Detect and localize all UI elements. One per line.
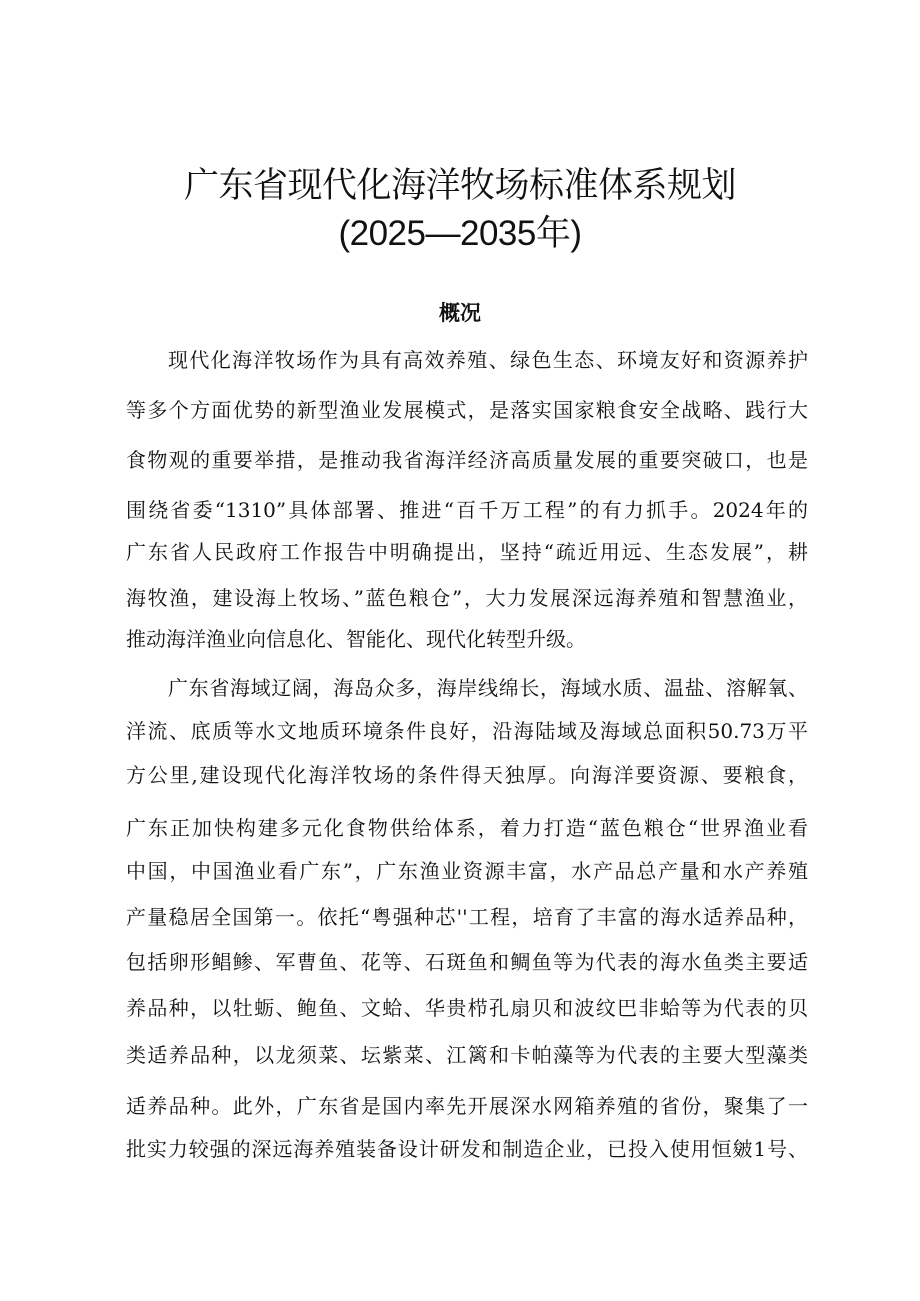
paragraph-line: 海牧渔，建设海上牧场、”蓝色粮仓”，大力发展深远海养殖和智慧渔业， [126,586,808,610]
paragraph-line: 广东省海域辽阔，海岛众多，海岸线绵长，海域水质、温盐、溶解氧、 [168,676,808,700]
paragraph-line: 包括卵形鲳鲹、军曹鱼、花等、石斑鱼和鲷鱼等为代表的海水鱼类主要适 [126,950,808,974]
section-heading-overview: 概况 [439,301,481,325]
paragraph-line: 围绕省委“1310”具体部署、推进“百千万工程”的有力抓手。2024年的 [126,498,808,522]
paragraph-line: 广东省人民政府工作报告中明确提出，坚持“疏近用远、生态发展”，耕 [126,540,808,564]
paragraph-line: 养品种，以牡蛎、鲍鱼、文蛤、华贵栉孔扇贝和波纹巴非蛤等为代表的贝 [126,996,808,1020]
paragraph-line: 方公里,建设现代化海洋牧场的条件得天独厚。向海洋要资源、要粮食， [126,763,808,787]
paragraph-line: 批实力较强的深远海养殖装备设计研发和制造企业，已投入使用恒皴1号、 [126,1137,808,1161]
paragraph-line: 产量稳居全国第一。依托“粤强种芯''工程，培育了丰富的海水适养品种， [126,905,808,929]
paragraph-line: 现代化海洋牧场作为具有高效养殖、绿色生态、环境友好和资源养护 [168,348,808,372]
paragraph-line: 洋流、底质等水文地质环境条件良好，沿海陆域及海域总面积50.73万平 [126,719,808,743]
document-title-line-2: (2025—2035年) [338,214,582,253]
paragraph-line: 食物观的重要举措，是推动我省海洋经济高质量发展的重要突破口，也是 [126,448,808,472]
paragraph-line: 中国，中国渔业看广东”，广东渔业资源丰富，水产品总产量和水产养殖 [126,859,808,883]
document-title-line-1: 广东省现代化海洋牧场标准体系规划 [183,166,736,205]
paragraph-line: 等多个方面优势的新型渔业发展模式，是落实国家粮食安全战略、践行大 [126,398,808,422]
paragraph-line: 广东正加快构建多元化食物供给体系，着力打造“蓝色粮仓“世界渔业看 [126,816,808,840]
paragraph-line: 类适养品种，以龙须菜、坛紫菜、江篱和卡帕藻等为代表的主要大型藻类 [126,1043,808,1067]
paragraph-line: 适养品种。此外，广东省是国内率先开展深水网箱养殖的省份，聚集了一 [126,1094,808,1118]
paragraph-line: 推动海洋渔业向信息化、智能化、现代化转型升级。 [126,627,586,651]
